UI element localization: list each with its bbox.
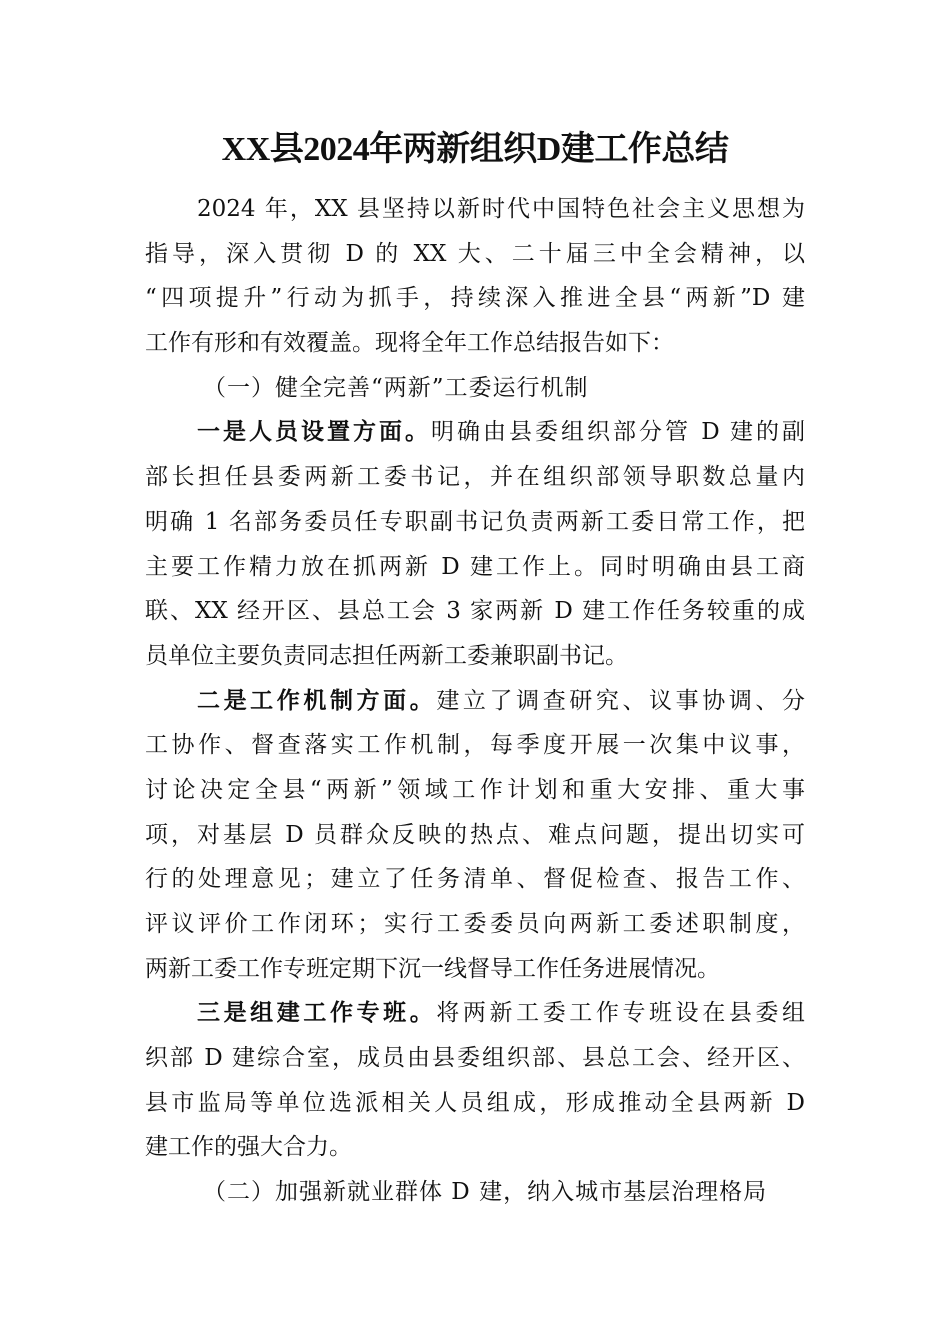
line-text: 两新工委工作专班定期下沉一线督导工作任务进展情况。 bbox=[145, 955, 720, 982]
text-line bbox=[145, 768, 805, 813]
line-text: 部长担任县委两新工委书记，并在组织部领导职数总量内 bbox=[145, 464, 805, 491]
line-text: 指导，深入贯彻 D 的 XX 大、二十届三中全会精神，以 bbox=[145, 240, 805, 267]
line-text: （二）加强新就业群体 D 建，纳入城市基层治理格局 bbox=[203, 1179, 768, 1206]
line-text: 评议评价工作闭环；实行工委委员向两新工委述职制度， bbox=[145, 911, 805, 937]
line-text: 工协作、督查落实工作机制，每季度开展一次集中议事， bbox=[145, 732, 805, 759]
text-line bbox=[145, 634, 805, 679]
line-text: （一）健全完善“两新”工委运行机制 bbox=[203, 374, 589, 401]
text-line bbox=[145, 902, 805, 947]
text-line bbox=[145, 991, 805, 1036]
paragraph bbox=[145, 991, 805, 1170]
document-title: XX县2024年两新组织D建工作总结 bbox=[221, 131, 729, 168]
paragraph-lead: 一是人员设置方面。 bbox=[197, 418, 431, 446]
text-line bbox=[145, 1081, 805, 1126]
paragraph-lead: 二是工作机制方面。 bbox=[197, 686, 437, 714]
text-line bbox=[145, 813, 805, 858]
text-line bbox=[145, 410, 805, 455]
line-text: 建立了调查研究、议事协调、分 bbox=[436, 687, 806, 714]
line-text: 行的处理意见；建立了任务清单、督促检查、报告工作、 bbox=[145, 866, 805, 893]
text-line bbox=[145, 500, 805, 545]
line-text: “四项提升”行动为抓手，持续深入推进全县“两新”D 建 bbox=[145, 285, 805, 312]
line-text: 讨论决定全县“两新”领域工作计划和重大安排、重大事 bbox=[145, 776, 805, 803]
text-line bbox=[145, 723, 805, 768]
text-line bbox=[145, 232, 805, 277]
section-heading bbox=[145, 1170, 805, 1215]
text-line bbox=[145, 857, 805, 902]
line-text: 2024 年，XX 县坚持以新时代中国特色社会主义思想为 bbox=[197, 196, 805, 222]
section-heading bbox=[145, 366, 805, 411]
line-text: 项，对基层 D 员群众反映的热点、难点问题，提出切实可 bbox=[145, 821, 805, 848]
paragraph bbox=[145, 679, 805, 992]
text-line bbox=[145, 1170, 805, 1215]
line-text: 联、XX 经开区、县总工会 3 家两新 D 建工作任务较重的成 bbox=[145, 598, 805, 625]
text-line bbox=[145, 589, 805, 634]
text-line bbox=[145, 947, 805, 992]
text-line bbox=[145, 455, 805, 500]
text-line bbox=[145, 1125, 805, 1170]
paragraph bbox=[145, 410, 805, 678]
text-line bbox=[145, 679, 805, 724]
line-text: 明确由县委组织部分管 D 建的副 bbox=[430, 419, 806, 446]
document-body bbox=[145, 187, 805, 1215]
line-text: 县市监局等单位选派相关人员组成，形成推动全县两新 D bbox=[145, 1089, 805, 1116]
line-text: 织部 D 建综合室，成员由县委组织部、县总工会、经开区、 bbox=[145, 1045, 805, 1072]
line-text: 主要工作精力放在抓两新 D 建工作上。同时明确由县工商 bbox=[145, 553, 805, 580]
text-line bbox=[145, 187, 805, 232]
line-text: 工作有形和有效覆盖。现将全年工作总结报告如下： bbox=[145, 330, 674, 357]
text-line bbox=[145, 1036, 805, 1081]
text-line bbox=[145, 276, 805, 321]
line-text: 建工作的强大合力。 bbox=[145, 1134, 352, 1161]
text-line bbox=[145, 545, 805, 590]
line-text: 将两新工委工作专班设在县委组 bbox=[436, 1000, 806, 1027]
paragraph-lead: 三是组建工作专班。 bbox=[197, 999, 437, 1027]
line-text: 明确 1 名部务委员任专职副书记负责两新工委日常工作，把 bbox=[145, 508, 805, 535]
line-text: 员单位主要负责同志担任两新工委兼职副书记。 bbox=[145, 642, 628, 669]
text-line bbox=[145, 366, 805, 411]
text-line bbox=[145, 321, 805, 366]
paragraph bbox=[145, 187, 805, 366]
